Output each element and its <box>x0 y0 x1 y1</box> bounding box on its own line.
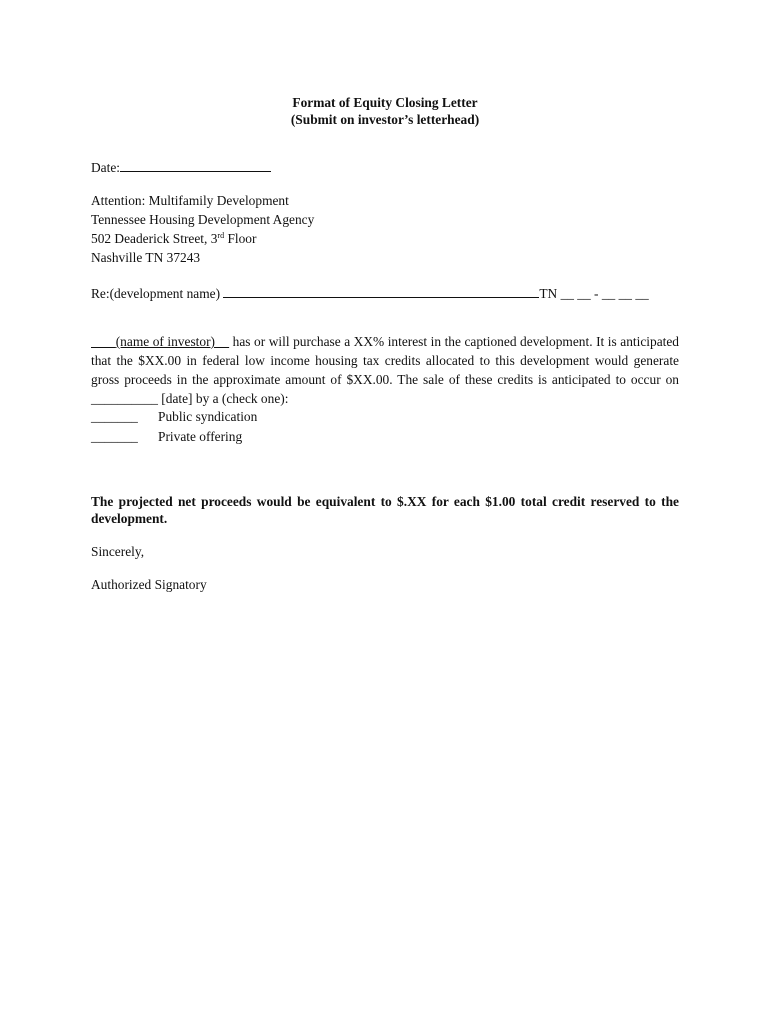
projection-paragraph: The projected net proceeds would be equivalent to $.XX for each $1.00 total credit reserved to the development. <box>91 494 679 526</box>
attention-line: Attention: Multifamily Development <box>91 193 289 208</box>
date-line <box>91 159 271 176</box>
option-label: Public syndication <box>158 409 258 424</box>
street-line: 502 Deaderick Street, 3rd Floor <box>91 231 257 246</box>
tn-number: TN __ __ - __ __ __ <box>539 286 649 301</box>
re-label: Re:(development name) <box>91 286 224 301</box>
investor-name-label: (name of investor) <box>115 334 215 349</box>
development-name-blank <box>223 285 539 298</box>
date-blank <box>120 159 271 172</box>
agency-line: Tennessee Housing Development Agency <box>91 212 315 227</box>
signatory: Authorized Signatory <box>91 577 207 592</box>
option-label: Private offering <box>158 429 243 444</box>
option-private <box>91 428 242 445</box>
option-blank: _______ <box>91 429 138 444</box>
option-public <box>91 408 257 425</box>
document-title: Format of Equity Closing Letter <box>292 95 478 110</box>
re-line <box>91 285 649 302</box>
closing: Sincerely, <box>91 544 145 559</box>
body-paragraph: (name of investor) has or will purchase a XX% interest in the captioned development. It is anticipated that the $XX.00 in federal low income housing tax credits allocated to this development would generate gross proceeds in the approximate amount of $XX.00. The sale of these credits is anticipated to occur on __________ [date] by a (check one): <box>91 334 680 406</box>
date-label: Date: <box>91 160 120 175</box>
city-line: Nashville TN 37243 <box>91 250 201 265</box>
document-subtitle: (Submit on investor’s letterhead) <box>290 112 480 127</box>
option-blank: _______ <box>91 409 138 424</box>
